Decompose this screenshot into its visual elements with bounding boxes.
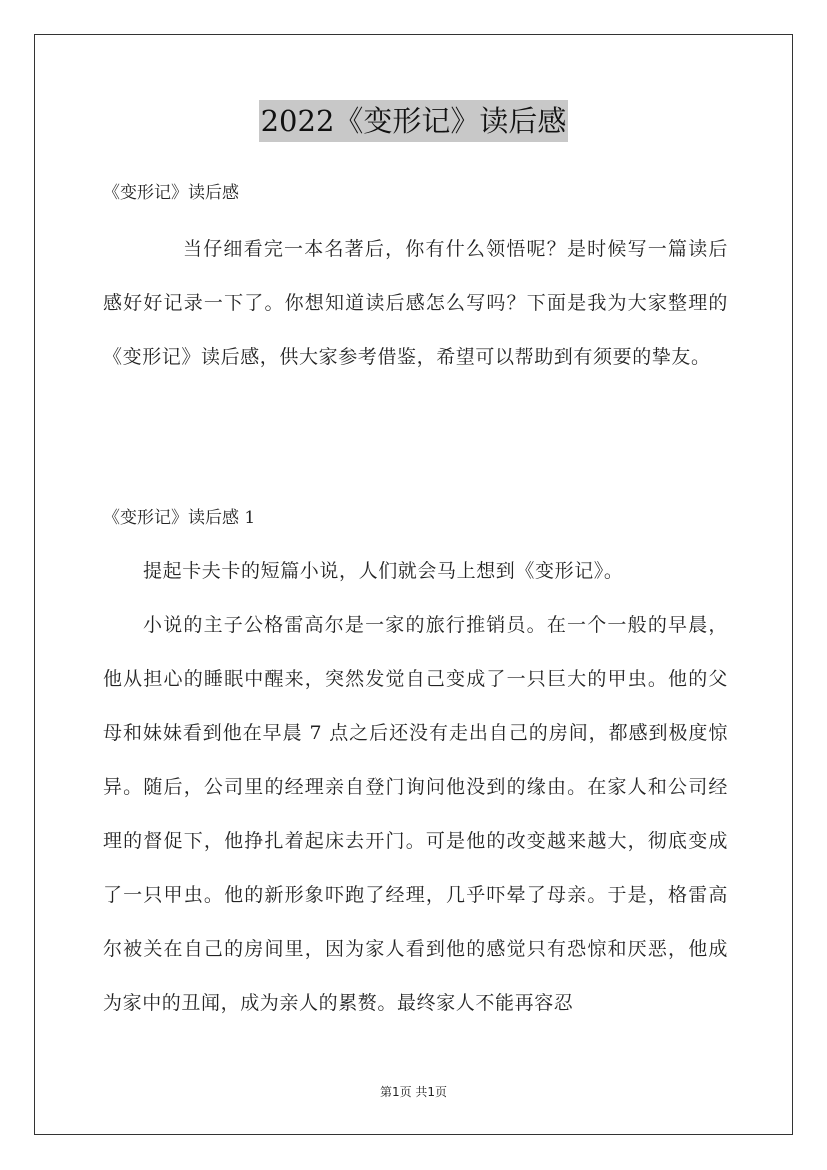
body-paragraph-2: 小说的主子公格雷高尔是一家的旅行推销员。在一个一般的早晨，他从担心的睡眠中醒来，突然发觉自己变成了一只巨大的甲虫。他的父母和妹妹看到他在早晨 7 点之后还没有走出自己的房间，都感到极度惊异。随后，公司里的经理亲自登门询问他没到的缘由。在家人和公司经理的督促下，他挣扎着起床去开门。可是他的改变越来越大，彻底变成了一只甲虫。他的新形象吓跑了经理，几乎吓晕了母亲。于是，格雷高尔被关在自己的房间里，因为家人看到他的感觉只有恐惊和厌恶，他成为家中的丑闻，成为亲人的累赘。最终家人不能再容忍 <box>103 614 728 1014</box>
intro-paragraph: 当仔细看完一本名著后，你有什么领悟呢？是时候写一篇读后感好好记录一下了。你想知道读后感怎么写吗？下面是我为大家整理的《变形记》读后感，供大家参考借鉴，希望可以帮助到有须要的挚友。 <box>103 238 728 368</box>
page-footer <box>0 1084 827 1100</box>
document-title: 2022《变形记》读后感 <box>259 100 569 142</box>
section-heading: 《变形记》读后感 1 <box>103 508 256 528</box>
body-paragraph-1: 提起卡夫卡的短篇小说，人们就会马上想到《变形记》。 <box>143 560 624 582</box>
page-number: 第1页 共1页 <box>379 1085 448 1099</box>
document-subtitle: 《变形记》读后感 <box>103 183 239 203</box>
title-container <box>0 100 827 142</box>
